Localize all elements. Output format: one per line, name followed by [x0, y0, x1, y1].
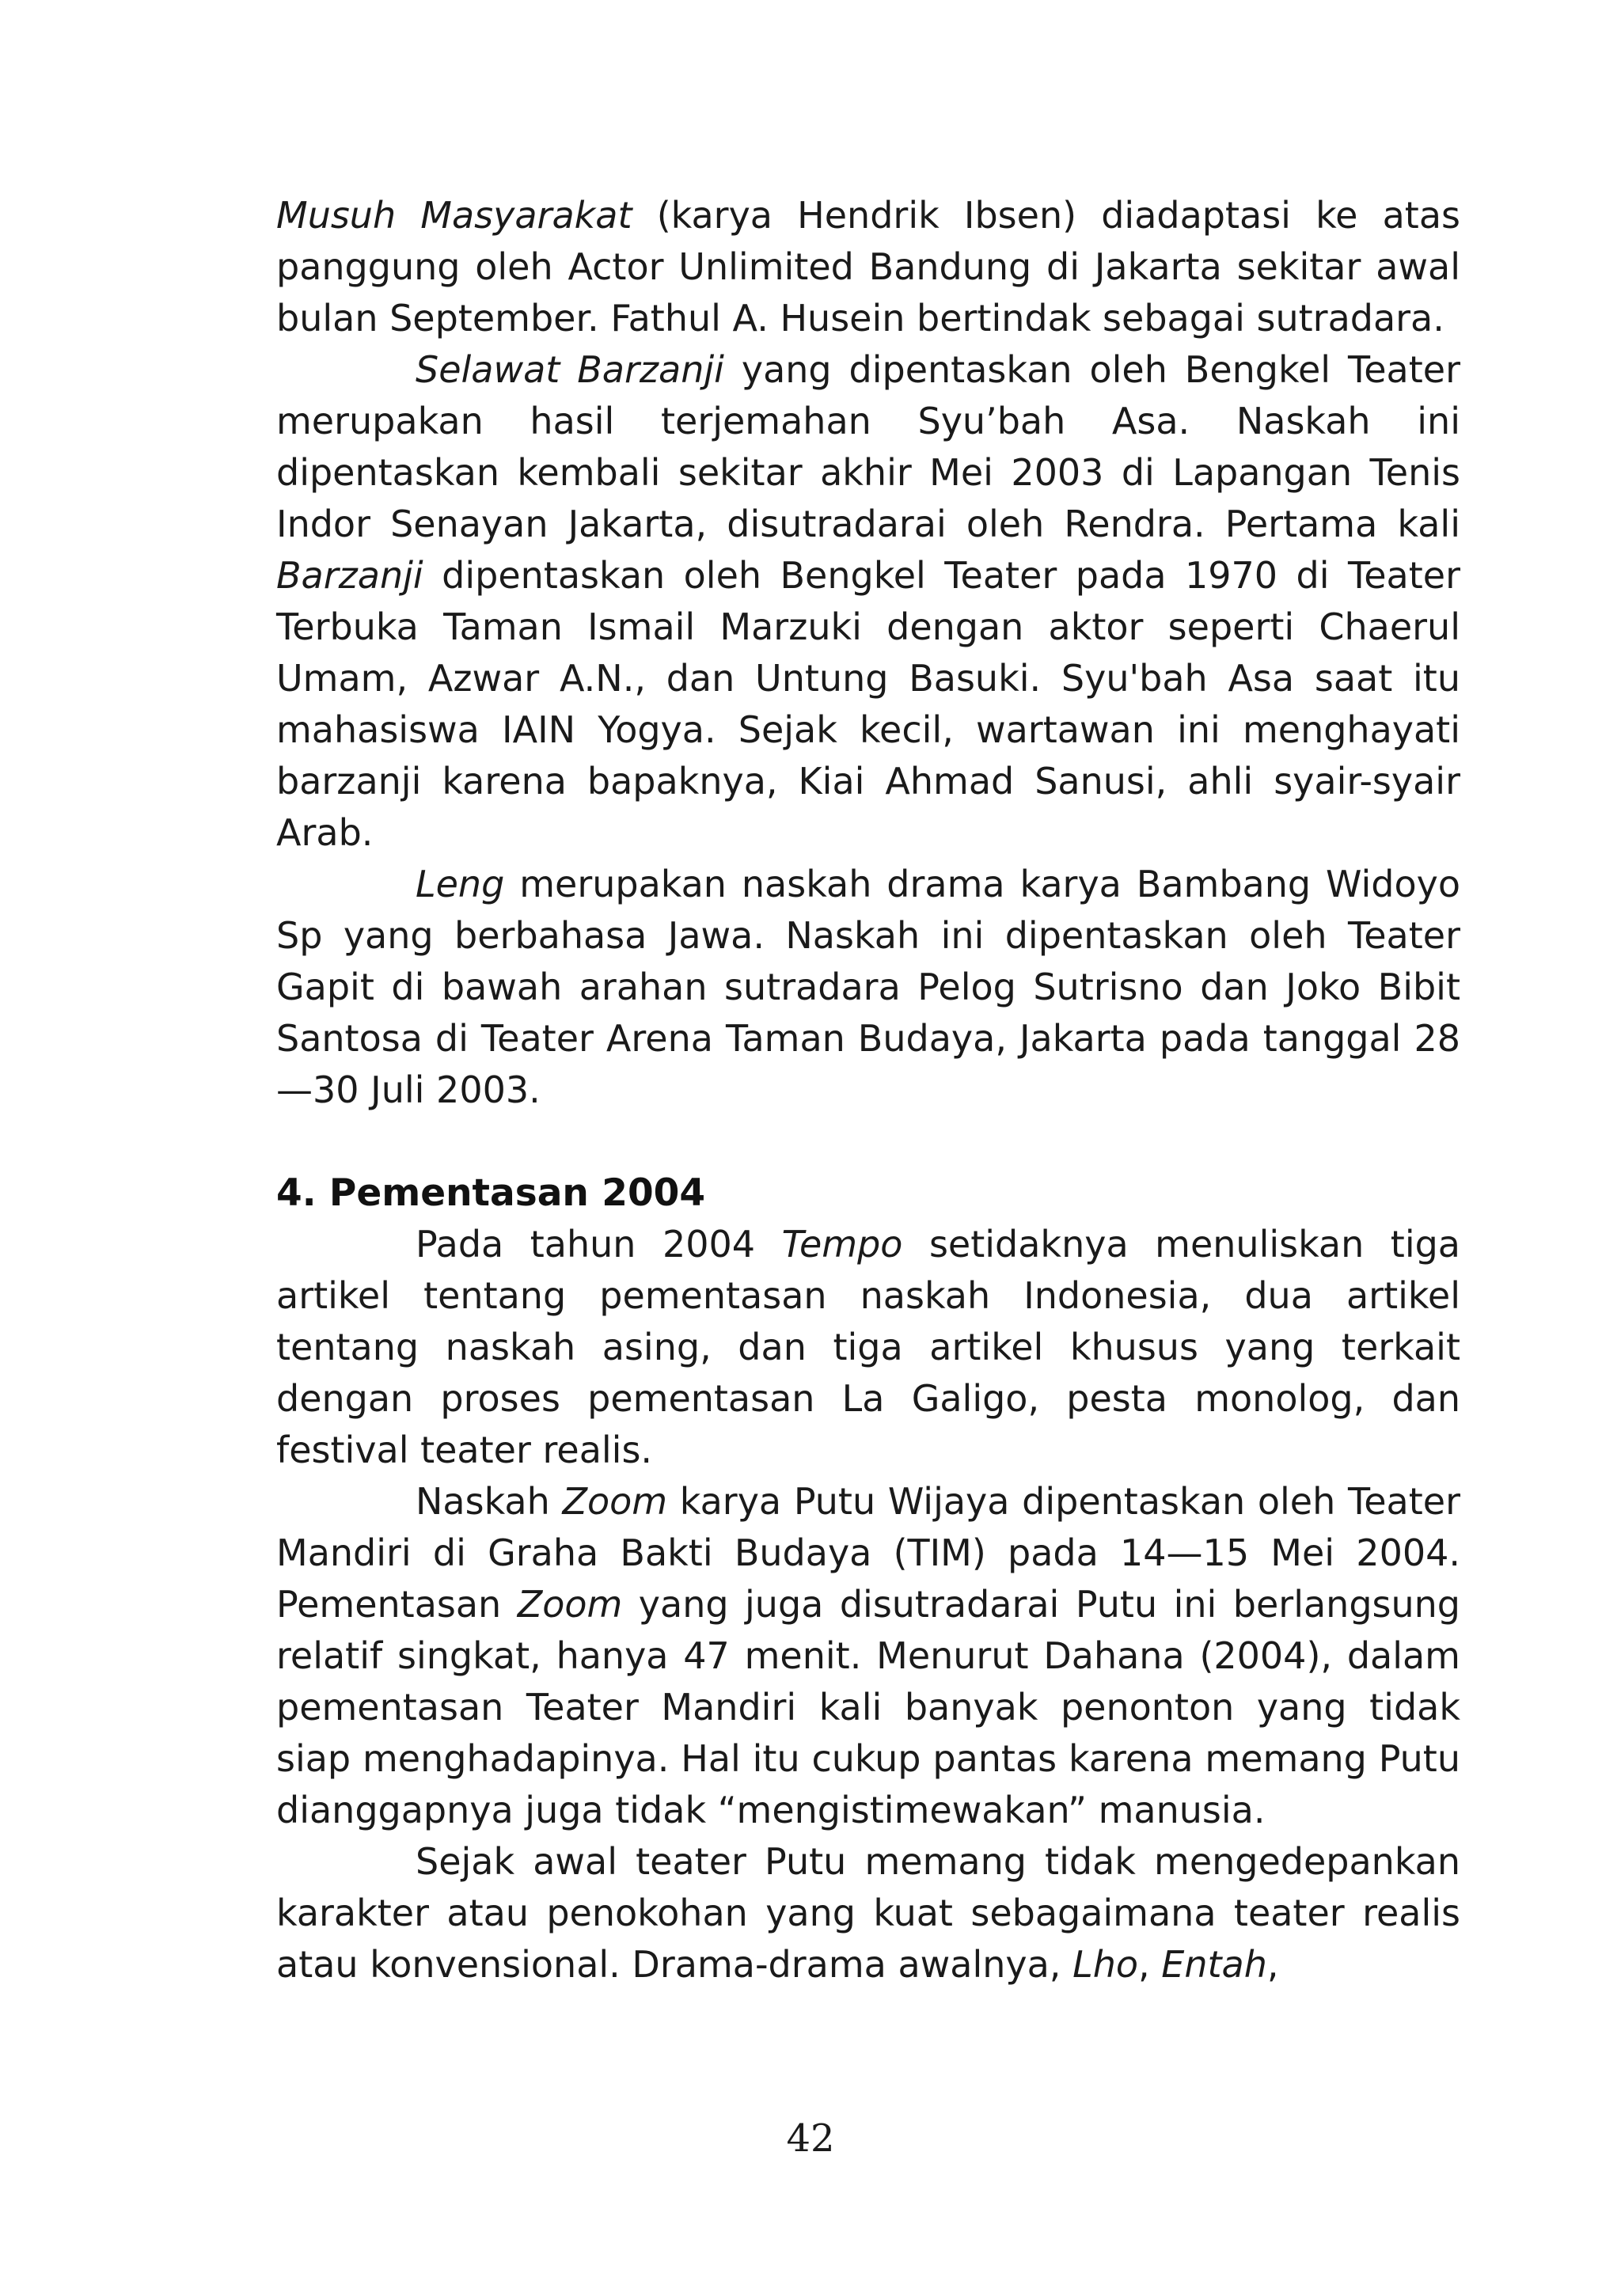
italic-title-text: Tempo	[781, 1223, 903, 1266]
paragraph-p4	[276, 1219, 1460, 1476]
italic-title-text: Zoom	[562, 1480, 668, 1523]
italic-title-text: Selawat Barzanji	[416, 348, 724, 391]
paragraph-text: yang dipentaskan oleh Bengkel Teater merupakan hasil terjemahan Syu’bah Asa. Naskah ini dipentaskan kembali sekitar akhir Mei 2003 di Lapangan Tenis Indor Senayan Jakarta, disutradarai oleh Rendra. Pertama kali	[276, 348, 1460, 545]
paragraphs-section	[276, 1219, 1460, 1990]
paragraph-text: Naskah	[416, 1480, 563, 1523]
page-body	[276, 190, 1460, 1990]
paragraph-text: yang juga disutradarai Putu ini berlangsung relatif singkat, hanya 47 menit. Menurut Dahana (2004), dalam pementasan Teater Mandiri kali banyak penonton yang tidak siap menghadapinya. Hal itu cukup pantas karena memang Putu dianggapnya juga tidak “mengistimewakan” manusia.	[276, 1583, 1460, 1831]
italic-title-text: Leng	[416, 863, 505, 905]
paragraph-p3	[276, 859, 1460, 1116]
paragraph-p2	[276, 344, 1460, 859]
paragraph-p1	[276, 190, 1460, 344]
paragraph-text: dipentaskan oleh Bengkel Teater pada 1970 di Teater Terbuka Taman Ismail Marzuki dengan aktor seperti Chaerul Umam, Azwar A.N., dan Untung Basuki. Syu'bah Asa saat itu mahasiswa IAIN Yogya. Sejak kecil, wartawan ini menghayati barzanji karena bapaknya, Kiai Ahmad Sanusi, ahli syair-syair Arab.	[276, 554, 1460, 854]
paragraph-text: Pada tahun 2004	[416, 1223, 782, 1266]
italic-title-text: Zoom	[517, 1583, 623, 1626]
paragraph-text: ,	[1266, 1943, 1279, 1986]
paragraph-text: ,	[1138, 1943, 1162, 1986]
italic-title-text: Lho	[1072, 1943, 1138, 1986]
paragraphs-top	[276, 190, 1460, 1116]
section-heading: 4. Pementasan 2004	[276, 1171, 706, 1215]
paragraph-text: Sejak awal teater Putu memang tidak mengedepankan karakter atau penokohan yang kuat sebagaimana teater realis atau konvensional. Drama-drama awalnya,	[276, 1840, 1460, 1986]
page-number: 42	[786, 2116, 835, 2161]
paragraph-p6	[276, 1836, 1460, 1990]
paragraph-text: setidaknya menuliskan tiga artikel tentang pementasan naskah Indonesia, dua artikel tentang naskah asing, dan tiga artikel khusus yang terkait dengan proses pementasan La Galigo, pesta monolog, dan festival teater realis.	[276, 1223, 1460, 1471]
italic-title-text: Barzanji	[276, 554, 423, 597]
italic-title-text: Musuh Masyarakat	[276, 194, 632, 237]
italic-title-text: Entah	[1161, 1943, 1267, 1986]
paragraph-text: merupakan naskah drama karya Bambang Widoyo Sp yang berbahasa Jawa. Naskah ini dipentaskan oleh Teater Gapit di bawah arahan sutradara Pelog Sutrisno dan Joko Bibit Santosa di Teater Arena Taman Budaya, Jakarta pada tanggal 28—30 Juli 2003.	[276, 863, 1460, 1111]
paragraph-text: (karya Hendrik Ibsen) diadaptasi ke atas panggung oleh Actor Unlimited Bandung di Jakarta sekitar awal bulan September. Fathul A. Husein bertindak sebagai sutradara.	[276, 194, 1460, 340]
paragraph-p5	[276, 1476, 1460, 1836]
paragraph-text: karya Putu Wijaya dipentaskan oleh Teater Mandiri di Graha Bakti Budaya (TIM) pada 14—15 Mei 2004. Pementasan	[276, 1480, 1460, 1626]
